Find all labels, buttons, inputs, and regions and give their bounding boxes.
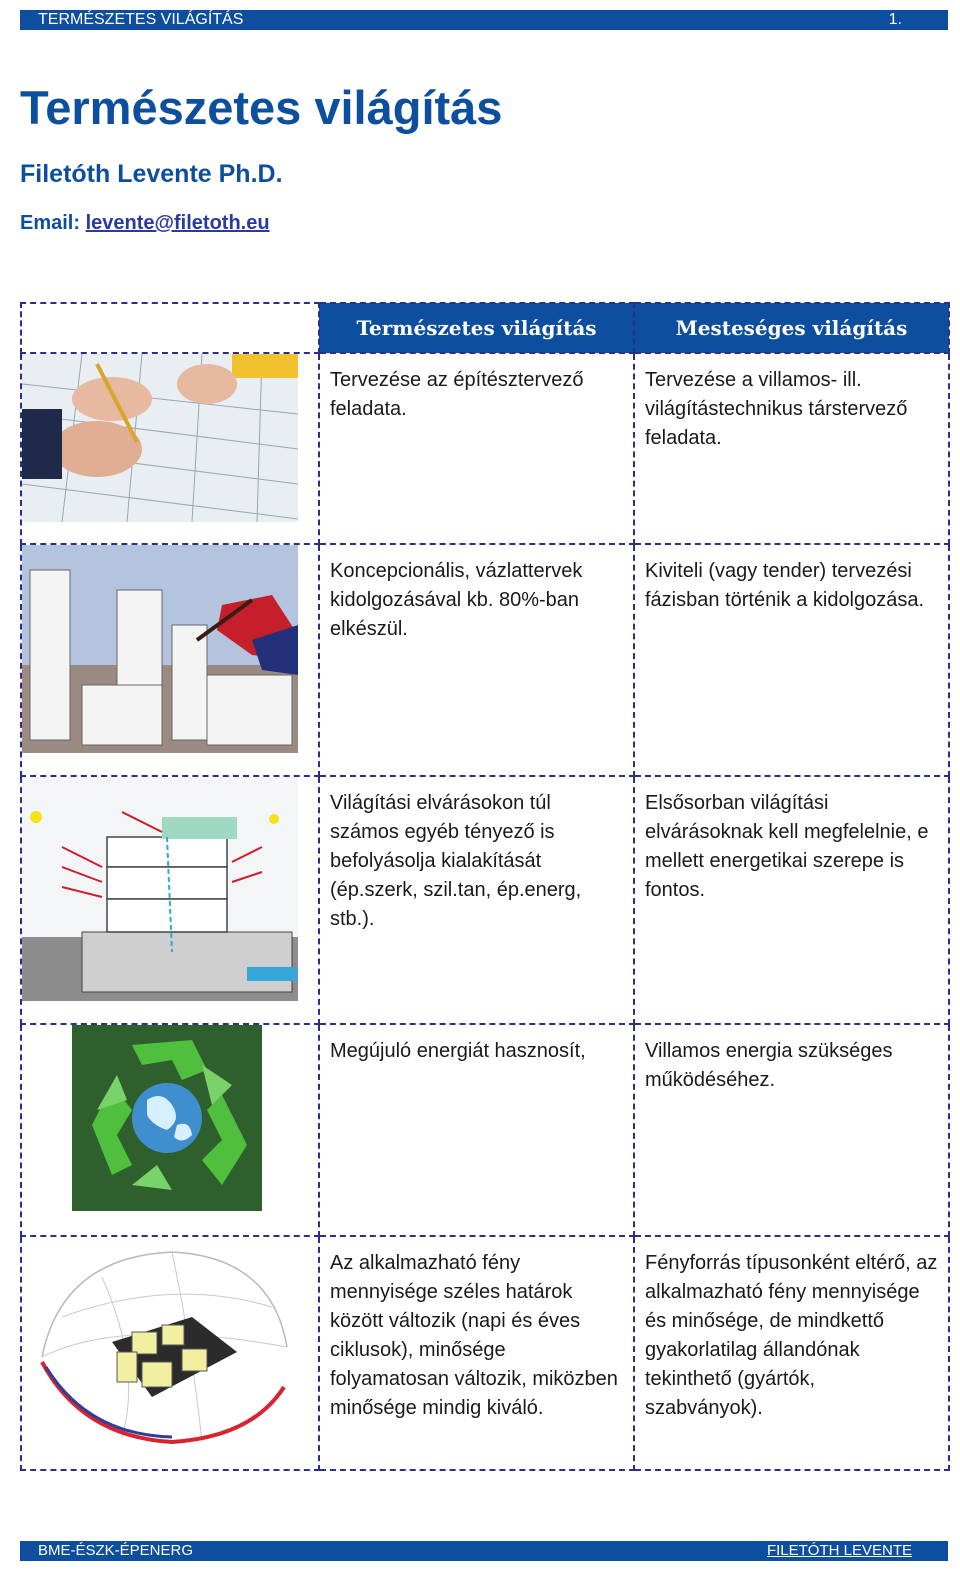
table-row	[21, 544, 949, 776]
natural-cell: Az alkalmazható fény mennyisége széles határok között változik (napi és éves ciklusok), minősége folyamatosan változik, miközben minősége mindig kiváló.	[319, 1236, 634, 1470]
building-section-image	[22, 777, 298, 1001]
natural-cell: Megújuló energiát hasznosít,	[319, 1024, 634, 1236]
footer-bar	[20, 1541, 948, 1561]
artificial-cell: Fényforrás típusonként eltérő, az alkalmazható fény mennyisége és minősége, de mindkettő gyakorlatilag állandónak tekinthető (gyártók, szabványok).	[634, 1236, 949, 1470]
row-image-cell	[21, 544, 319, 776]
artificial-cell: Kiviteli (vagy tender) tervezési fázisban történik a kidolgozása.	[634, 544, 949, 776]
footer-left: BME-ÉSZK-ÉPENERG	[38, 1542, 194, 1559]
sun-path-dome-image	[22, 1237, 298, 1447]
page-title: Természetes világítás	[20, 81, 503, 134]
artificial-cell: Villamos energia szükséges működéséhez.	[634, 1024, 949, 1236]
row-image-cell	[21, 776, 319, 1024]
email-link[interactable]: levente@filetoth.eu	[85, 212, 270, 234]
page-number: 1.	[888, 11, 902, 28]
comparison-table	[20, 302, 950, 1471]
row-image-cell	[21, 1024, 319, 1236]
email-line	[20, 212, 270, 235]
recycle-globe-image	[72, 1025, 262, 1211]
table-row	[21, 1236, 949, 1470]
natural-cell: Világítási elvárásokon túl számos egyéb tényező is befolyásolja kialakítását (ép.szerk, szil.tan, ép.energ, stb.).	[319, 776, 634, 1024]
row-image-cell	[21, 353, 319, 544]
footer-right: FILETÓTH LEVENTE	[766, 1542, 912, 1559]
column-header-artificial: Mesteséges világítás	[634, 303, 949, 353]
header-section: TERMÉSZETES VILÁGÍTÁS	[38, 11, 244, 28]
column-header-natural: Természetes világítás	[319, 303, 634, 353]
table-row	[21, 353, 949, 544]
author: Filetóth Levente Ph.D.	[20, 160, 283, 188]
natural-cell: Koncepcionális, vázlattervek kidolgozásával kb. 80%-ban elkészül.	[319, 544, 634, 776]
natural-cell: Tervezése az építésztervező feladata.	[319, 353, 634, 544]
city-model-image	[22, 545, 298, 753]
header-cell-empty	[21, 303, 319, 353]
architect-drawing-image	[22, 354, 298, 522]
table-row	[21, 776, 949, 1024]
table-header-row	[21, 303, 949, 353]
email-label: Email:	[20, 212, 81, 234]
artificial-cell: Tervezése a villamos- ill. világítástechnikus társtervező feladata.	[634, 353, 949, 544]
table-row	[21, 1024, 949, 1236]
row-image-cell	[21, 1236, 319, 1470]
artificial-cell: Elsősorban világítási elvárásoknak kell megfelelnie, e mellett energetikai szerepe is fontos.	[634, 776, 949, 1024]
header-bar	[20, 10, 948, 30]
